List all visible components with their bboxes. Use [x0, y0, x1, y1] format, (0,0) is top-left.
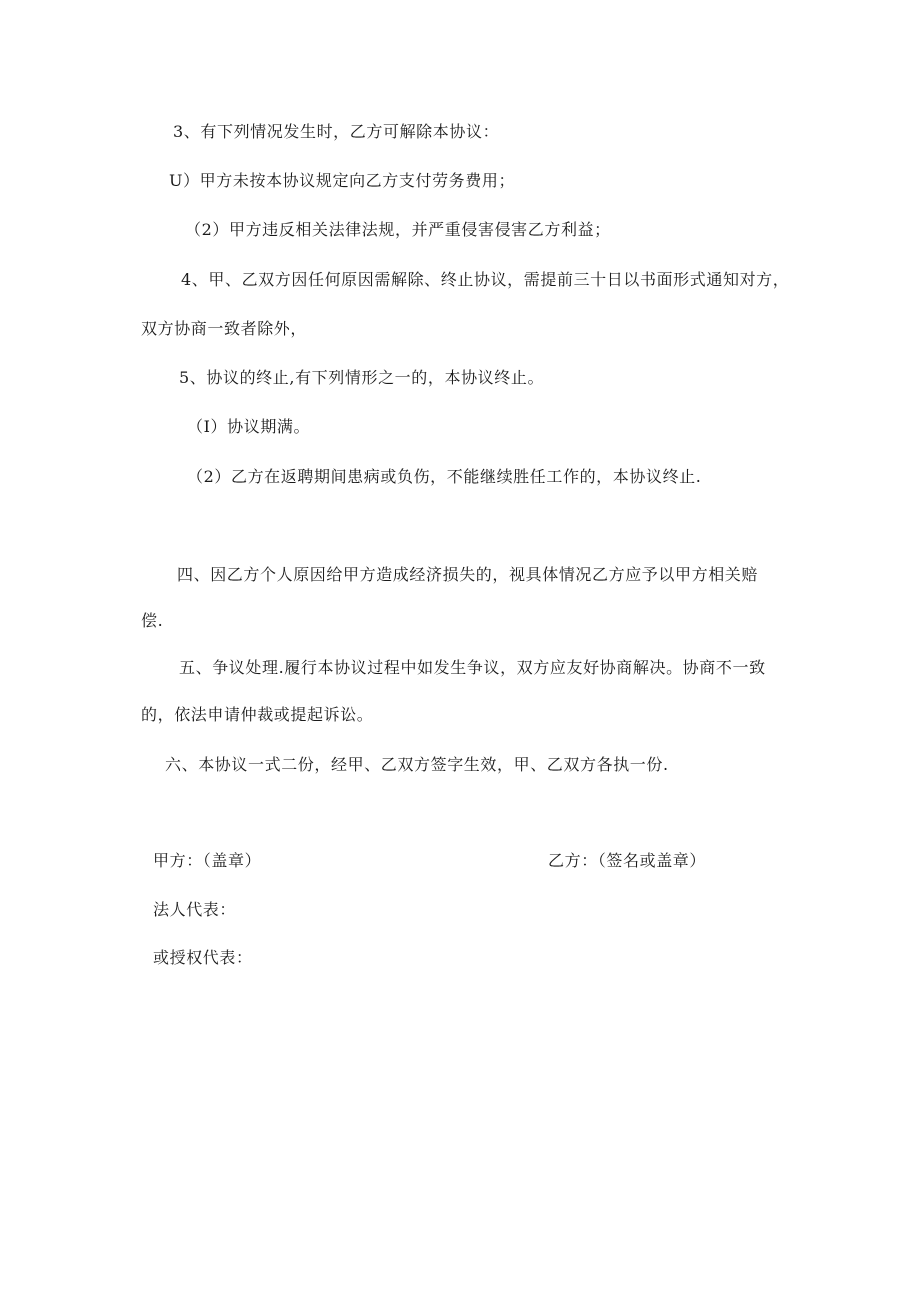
party-a-signature: 甲方：（盖章） — [153, 851, 262, 870]
section-4-cont: 偿. — [141, 611, 164, 630]
party-b-signature: 乙方：（签名或盖章） — [548, 851, 707, 870]
section-5-cont: 的，依法申请仲裁或提起诉讼。 — [141, 705, 374, 724]
clause-3-item-1: U）甲方未按本协议规定向乙方支付劳务费用； — [169, 171, 516, 190]
clause-3-item-2: （2）甲方违反相关法律法规，并严重侵害侵害乙方利益； — [185, 220, 611, 239]
clause-5-item-2: （2）乙方在返聘期间患病或负伤，不能继续胜任工作的，本协议终止. — [187, 467, 702, 486]
clause-4-cont: 双方协商一致者除外， — [141, 319, 308, 338]
section-5: 五、争议处理.履行本协议过程中如发生争议，双方应友好协商解决。协商不一致 — [179, 658, 766, 677]
clause-4: 4、甲、乙双方因任何原因需解除、终止协议，需提前三十日以书面形式通知对方， — [181, 270, 790, 289]
clause-5-item-1: （I）协议期满。 — [187, 417, 311, 436]
section-4: 四、因乙方个人原因给甲方造成经济损失的，视具体情况乙方应予以甲方相关赔 — [177, 565, 759, 584]
clause-5: 5、协议的终止,有下列情形之一的，本协议终止。 — [179, 368, 545, 387]
authorized-representative: 或授权代表： — [153, 948, 253, 967]
section-6: 六、本协议一式二份，经甲、乙双方签字生效，甲、乙双方各执一份. — [165, 755, 669, 774]
clause-3: 3、有下列情况发生时，乙方可解除本协议： — [173, 122, 500, 141]
legal-representative: 法人代表： — [153, 900, 237, 919]
